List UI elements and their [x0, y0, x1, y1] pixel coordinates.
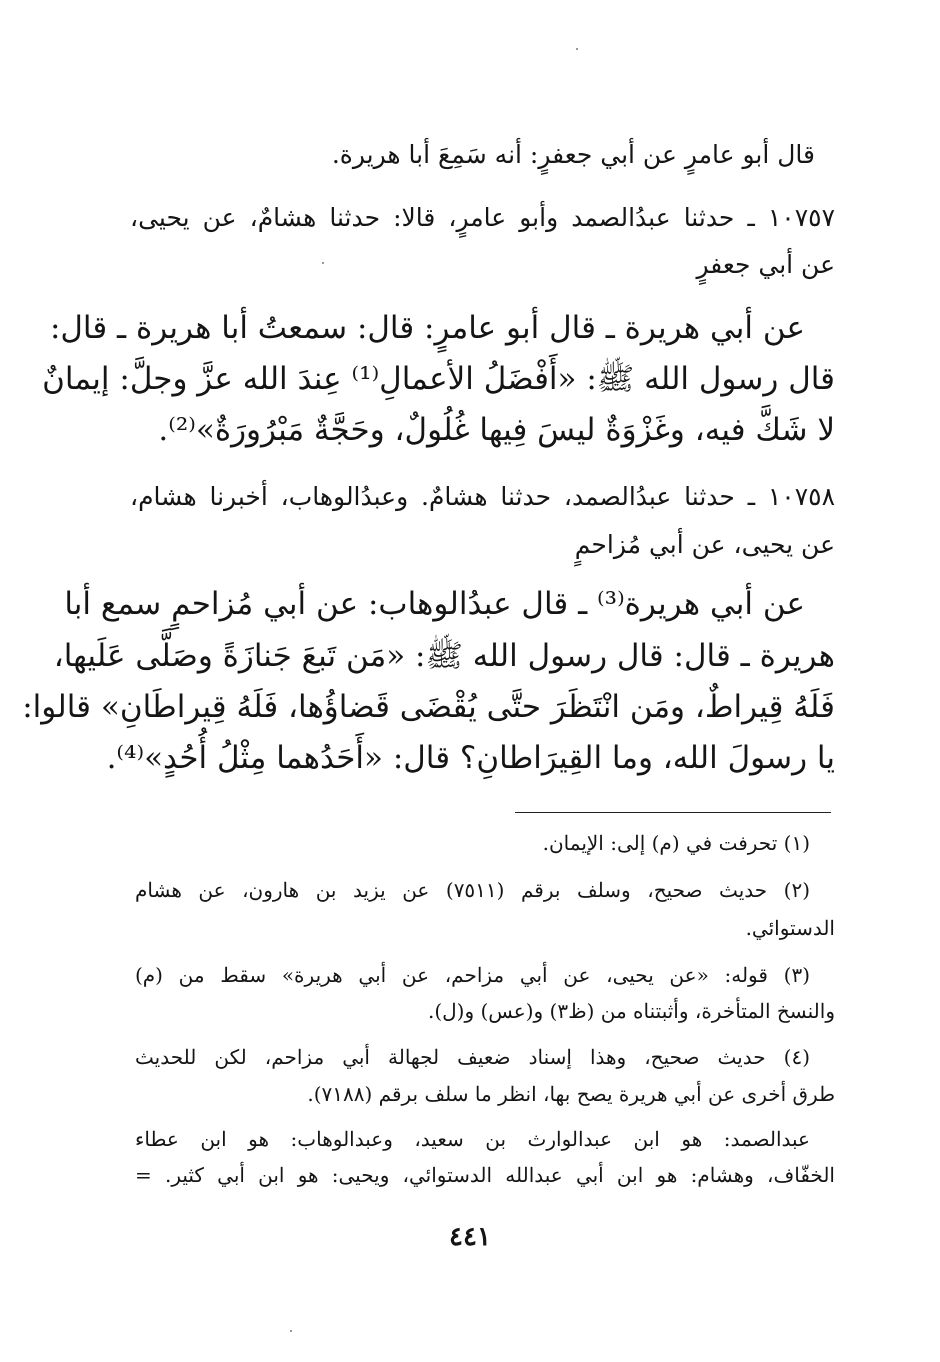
text-line-2: ١٠٧٥٧ ـ حدثنا عبدُالصمد وأبو عامرٍ، قالا: حدثنا هشامٌ، عن يحيى، — [130, 203, 835, 232]
footnote-5-line-2: الخفّاف، وهشام: هو ابن أبي عبدالله الدستوائي، ويحيى: هو ابن أبي كثير. = — [135, 1163, 835, 1187]
text-line-9: عن أبي هريرة⁽³⁾ ـ قال عبدُالوهاب: عن أبي مُزاحمٍ سمع أبا — [64, 586, 805, 622]
footnote-2-line-2: الدستوائي. — [745, 916, 835, 940]
text-line-7: ١٠٧٥٨ ـ حدثنا عبدُالصمد، حدثنا هشامٌ. وعبدُالوهاب، أخبرنا هشام، — [130, 482, 835, 511]
text-line-1: قال أبو عامرٍ عن أبي جعفرٍ: أنه سَمِعَ أبا هريرة. — [331, 140, 815, 169]
text-line-6: لا شَكَّ فيه، وغَزْوَةٌ ليسَ فِيها غُلُولٌ، وحَجَّةٌ مَبْرُورَةٌ»⁽²⁾. — [158, 412, 835, 448]
footnote-2-line-1: (٢) حديث صحيح، وسلف برقم (٧٥١١) عن يزيد بن هارون، عن هشام — [135, 878, 811, 902]
footnote-4-line-1: (٤) حديث صحيح، وهذا إسناد ضعيف لجهالة أبي مزاحم، لكن للحديث — [135, 1045, 810, 1069]
footnote-3-line-2: والنسخ المتأخرة، وأثبتناه من (ظ٣) و(عس) و(ل). — [427, 999, 835, 1023]
text-line-11: فَلَهُ قِيراطٌ، ومَن انْتَظَرَ حتَّى يُقْضَى قَضاؤُها، فَلَهُ قِيراطَانِ» قالوا: — [22, 689, 835, 725]
text-line-5: قال رسول الله ﷺ: «أَفْضَلُ الأعمالِ⁽¹⁾ عِندَ الله عزَّ وجلَّ: إيمانٌ — [42, 361, 835, 397]
text-line-3: عن أبي جعفرٍ — [696, 250, 835, 279]
page-number: ٤٤١ — [449, 1222, 491, 1252]
text-line-4: عن أبي هريرة ـ قال أبو عامرٍ: قال: سمعتُ أبا هريرة ـ قال: — [49, 310, 805, 346]
footnote-1: (١) تحرفت في (م) إلى: الإيمان. — [542, 831, 810, 855]
scan-speck — [576, 48, 578, 50]
scan-speck — [290, 1330, 292, 1332]
footnote-4-line-2: طرق أخرى عن أبي هريرة يصح بها، انظر ما سلف برقم (٧١٨٨). — [307, 1082, 835, 1106]
footnote-3-line-1: (٣) قوله: «عن يحيى، عن أبي مزاحم، عن أبي هريرة» سقط من (م) — [135, 963, 810, 987]
scan-speck — [322, 262, 324, 264]
text-line-8: عن يحيى، عن أبي مُزاحمٍ — [574, 530, 835, 559]
text-line-12: يا رسولَ الله، وما القِيرَاطانِ؟ قال: «أَحَدُهما مِثْلُ أُحُدٍ»⁽⁴⁾. — [106, 740, 835, 776]
text-line-10: هريرة ـ قال: قال رسول الله ﷺ: «مَن تَبعَ جَنازَةً وصَلَّى عَلَيها، — [53, 638, 835, 674]
footnote-5-line-1: عبدالصمد: هو ابن عبدالوارث بن سعيد، وعبدالوهاب: هو ابن عطاء — [135, 1127, 810, 1151]
footnote-rule — [515, 812, 831, 813]
